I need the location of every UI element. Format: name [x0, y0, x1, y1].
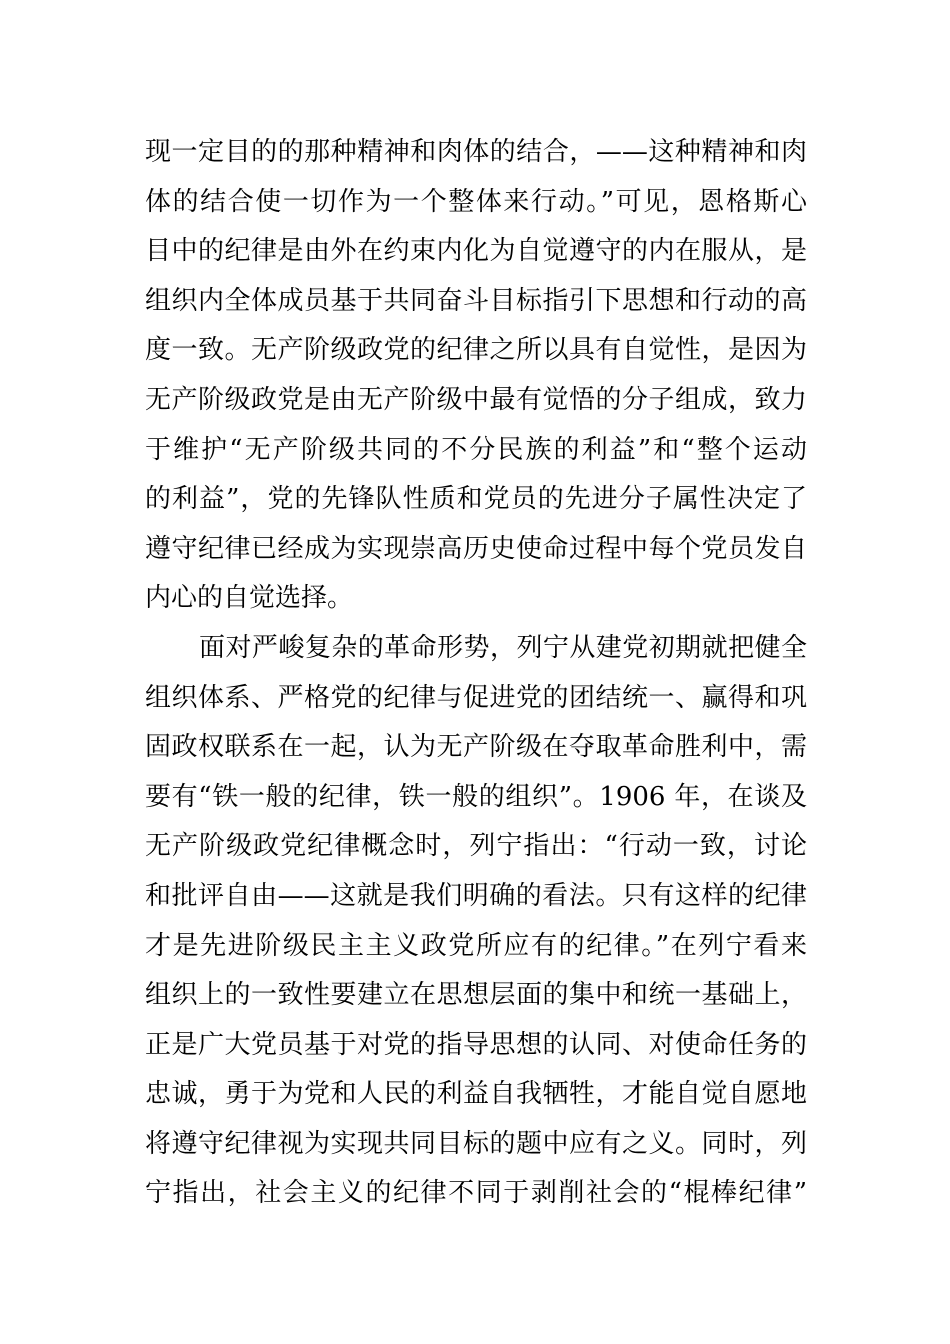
paragraph-start-line: 面对严峻复杂的革命形势，列宁从建党初期就把健全	[199, 632, 807, 663]
text-line: 正是广大党员基于对党的指导思想的认同、对使命任务的	[145, 1029, 807, 1060]
text-line: 组织体系、严格党的纪律与促进党的团结统一、赢得和巩	[145, 682, 807, 713]
text-line: 将遵守纪律视为实现共同目标的题中应有之义。同时，列	[145, 1128, 807, 1159]
text-line: 组织内全体成员基于共同奋斗目标指引下思想和行动的高	[145, 285, 807, 316]
text-line: 体的结合使一切作为一个整体来行动。”可见，恩格斯心	[145, 186, 807, 217]
text-line: 和批评自由——这就是我们明确的看法。只有这样的纪律	[145, 880, 807, 911]
text-line: 目中的纪律是由外在约束内化为自觉遵守的内在服从，是	[145, 236, 807, 267]
text-line: 度一致。无产阶级政党的纪律之所以具有自觉性，是因为	[145, 335, 807, 366]
text-line: 宁指出，社会主义的纪律不同于剥削社会的“棍棒纪律”	[145, 1178, 807, 1209]
text-line: 才是先进阶级民主主义政党所应有的纪律。”在列宁看来	[145, 930, 807, 961]
text-line: 要有“铁一般的纪律，铁一般的组织”。1906 年，在谈及	[145, 781, 807, 812]
text-line: 忠诚，勇于为党和人民的利益自我牺牲，才能自觉自愿地	[145, 1079, 807, 1110]
text-line: 组织上的一致性要建立在思想层面的集中和统一基础上，	[145, 980, 807, 1011]
paragraph-end-line: 内心的自觉选择。	[145, 583, 354, 614]
text-line: 无产阶级政党纪律概念时，列宁指出：“行动一致，讨论	[145, 831, 807, 862]
text-line: 的利益”，党的先锋队性质和党员的先进分子属性决定了	[145, 484, 807, 515]
text-line: 遵守纪律已经成为实现崇高历史使命过程中每个党员发自	[145, 533, 807, 564]
body-text	[145, 128, 807, 1219]
text-line: 于维护“无产阶级共同的不分民族的利益”和“整个运动	[145, 434, 807, 465]
text-line: 现一定目的的那种精神和肉体的结合，——这种精神和肉	[145, 137, 807, 167]
text-line: 固政权联系在一起，认为无产阶级在夺取革命胜利中，需	[145, 732, 807, 763]
text-line: 无产阶级政党是由无产阶级中最有觉悟的分子组成，致力	[145, 384, 807, 415]
